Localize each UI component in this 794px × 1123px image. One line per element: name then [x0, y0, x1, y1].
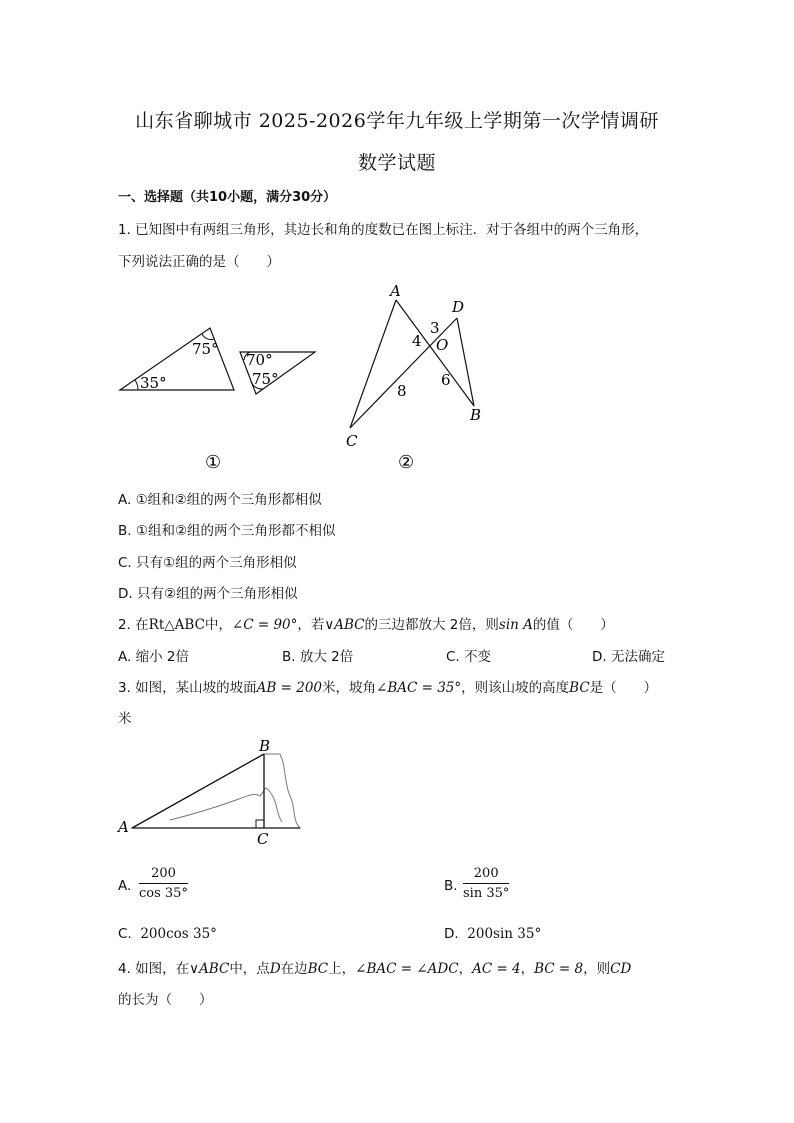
fig1-caption: ①	[205, 452, 222, 473]
q2-stem	[118, 613, 614, 633]
q4-text-2: 中，点	[229, 961, 270, 977]
fig1-angle-arc-35	[135, 380, 138, 390]
q2-math-2: ∠C = 90°	[231, 617, 298, 633]
fig1-label-75a: 75°	[192, 340, 219, 358]
q3-option-d[interactable]	[444, 926, 541, 942]
q3-option-c-label: C.	[118, 926, 132, 942]
fig1-label-35: 35°	[140, 374, 167, 392]
fig1-triangle-left	[120, 328, 234, 390]
q1-option-d[interactable]: D. 只有②组的两个三角形相似	[118, 586, 298, 602]
q4-text-1: 4. 如图，在	[118, 961, 190, 977]
q2-option-a[interactable]: A. 缩小 2倍	[118, 649, 189, 665]
q3-hill-contour	[170, 788, 282, 822]
fig2-label-O: O	[436, 336, 449, 354]
q4-text-6: ，	[520, 961, 535, 977]
q4-text-5: ，	[458, 961, 473, 977]
exam-title: 山东省聊城市 2025-2026学年九年级上学期第一次学情调研	[135, 110, 659, 132]
q3-option-d-label: D.	[444, 926, 459, 942]
fig2-label-B: B	[470, 406, 482, 424]
q3-math-3: BC	[569, 680, 590, 696]
fig2-label-C: C	[346, 432, 358, 450]
q3-hill-outline	[132, 754, 300, 828]
q4-math-7: CD	[610, 961, 632, 977]
fig2-length-6: 6	[441, 371, 451, 389]
q3-option-a-numerator: 200	[139, 866, 188, 884]
q2-text-2: 中，	[204, 617, 232, 633]
q3-label-B: B	[259, 737, 271, 755]
q4-stem-line1	[118, 957, 631, 977]
q2-text-1: 2. 在	[118, 617, 149, 633]
q3-stem-line1	[118, 676, 657, 696]
q3-option-a-label[interactable]: A.	[118, 878, 132, 894]
q4-math-2: D	[269, 961, 281, 977]
q3-option-b-label[interactable]: B.	[444, 878, 458, 894]
q1-stem-line2: 下列说法正确的是（ ）	[118, 254, 280, 270]
section-heading: 一、选择题（共10小题，满分30分）	[118, 190, 337, 205]
q3-option-b-numerator: 200	[463, 866, 509, 884]
q2-option-d[interactable]: D. 无法确定	[592, 649, 665, 665]
q4-stem-line2: 的长为（ ）	[118, 992, 213, 1008]
fig1-label-75b: 75°	[252, 370, 279, 388]
fig2-label-A: A	[390, 282, 401, 300]
q3-option-b-denominator: sin 35°	[463, 886, 510, 901]
q1-stem-line1: 1. 已知图中有两组三角形，其边长和角的度数已在图上标注．对于各组中的两个三角形，	[118, 222, 649, 238]
fig1-label-70: 70°	[246, 351, 273, 369]
q3-text-1: 3. 如图，某山坡的坡面	[118, 680, 257, 696]
q3-right-angle-mark	[256, 820, 264, 828]
q3-option-a-fraction[interactable]	[139, 866, 188, 901]
fig2-line-AC	[350, 300, 396, 428]
q3-line-AB	[132, 754, 264, 828]
q3-option-b-fraction[interactable]	[463, 866, 509, 901]
q3-option-c[interactable]	[118, 926, 217, 942]
fig2-line-DB	[457, 318, 474, 406]
q3-label-C: C	[257, 830, 269, 848]
q3-stem-line2: 米	[118, 711, 132, 727]
exam-subtitle: 数学试题	[357, 152, 436, 174]
q1-option-a[interactable]: A. ①组和②组的两个三角形都相似	[118, 492, 322, 508]
q3-option-a-denominator: cos 35°	[139, 886, 188, 901]
q3-text-2: 米，坡角	[322, 680, 377, 696]
q1-option-b[interactable]: B. ①组和②组的两个三角形都不相似	[118, 523, 336, 539]
q4-math-1: ∨ABC	[189, 961, 230, 977]
q2-math-4: sin A	[498, 617, 533, 633]
q4-text-7: ，则	[583, 961, 611, 977]
q4-math-6: BC = 8	[534, 961, 584, 977]
fig2-length-4: 4	[412, 332, 422, 350]
fig2-length-8: 8	[397, 382, 407, 400]
q3-math-2: ∠BAC = 35°	[376, 680, 462, 696]
q4-math-5: AC = 4	[472, 961, 521, 977]
q1-option-c[interactable]: C. 只有①组的两个三角形相似	[118, 555, 297, 571]
q3-option-c-expr: 200cos 35°	[140, 926, 217, 942]
q2-text-3: ，若	[297, 617, 325, 633]
q4-math-4: ∠BAC = ∠ADC	[355, 961, 459, 977]
q3-text-4: 是（ ）	[589, 680, 658, 696]
fig2-label-D: D	[452, 298, 465, 316]
q4-text-3: 在边	[280, 961, 308, 977]
fig2-length-3: 3	[430, 319, 440, 337]
q2-text-5: 的值（ ）	[532, 617, 614, 633]
q4-text-4: 上，	[328, 961, 356, 977]
q3-figure	[114, 736, 314, 848]
q2-option-c[interactable]: C. 不变	[446, 649, 492, 665]
q3-label-A: A	[118, 818, 129, 836]
q3-option-d-expr: 200sin 35°	[467, 926, 542, 942]
q3-text-3: ，则该山坡的高度	[461, 680, 570, 696]
q2-option-b[interactable]: B. 放大 2倍	[282, 649, 354, 665]
q2-math-1: Rt△ABC	[148, 617, 205, 633]
fig2-caption: ②	[398, 452, 415, 473]
q4-math-3: BC	[307, 961, 329, 977]
q2-math-3: ∨ABC	[324, 617, 365, 633]
q1-figure	[110, 278, 510, 478]
q3-math-1: AB = 200	[256, 680, 323, 696]
q2-text-4: 的三边都放大 2倍，则	[364, 617, 499, 633]
